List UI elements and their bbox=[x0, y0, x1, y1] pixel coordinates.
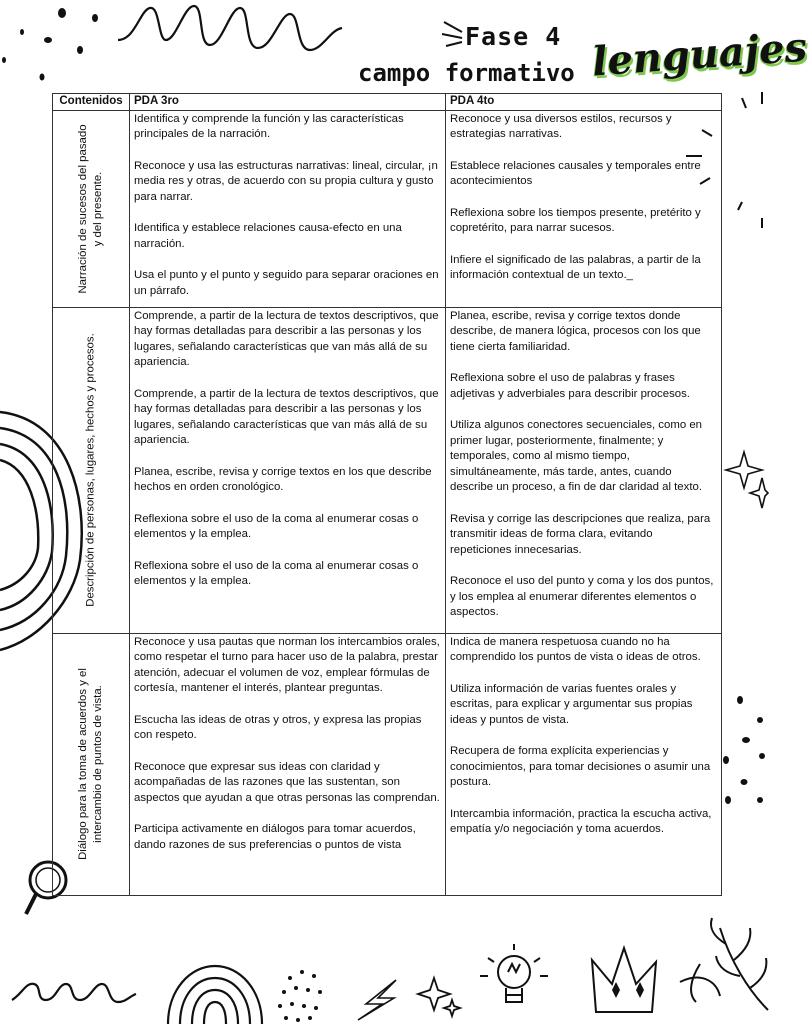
leaf-branch-doodle bbox=[680, 918, 768, 1010]
lightning-doodle bbox=[358, 980, 396, 1020]
pda-item: Infiere el significado de las palabras, a partir de la información contextual de un texto._ bbox=[450, 253, 701, 281]
pda-item: Participa activamente en diálogos para tomar acuerdos, dando razones de sus preferencias o puntos de vista bbox=[134, 823, 416, 851]
crown-doodle bbox=[592, 948, 656, 1012]
contenido-cell bbox=[53, 633, 130, 895]
contenido-line: y del presente. bbox=[92, 171, 104, 246]
table-row bbox=[53, 633, 722, 895]
pda-item: Reconoce el uso del punto y coma y los dos puntos, y los emplea al enumerar diferentes elementos o aspectos. bbox=[450, 575, 714, 618]
pda4-cell bbox=[446, 307, 722, 633]
pda-item: Identifica y comprende la función y las características principales de la narración. bbox=[134, 112, 404, 140]
splatter-dots-top-left bbox=[2, 8, 98, 81]
pda3-cell bbox=[130, 633, 446, 895]
header-contenidos: Contenidos bbox=[53, 94, 130, 111]
contenido-cell bbox=[53, 110, 130, 307]
pda-item: Planea, escribe, revisa y corrige textos donde describe, de manera lógica, procesos con los que tiene cierta familiaridad. bbox=[450, 309, 701, 353]
pda-item: Reconoce que expresar sus ideas con claridad y acompañadas de las razones que las sustentan, son aspectos que ayudan a que otras personas las comprendan. bbox=[134, 760, 440, 804]
header-pda-4to: PDA 4to bbox=[446, 94, 722, 111]
pda-item: Reconoce y usa las estructuras narrativas: lineal, circular, ¡n media res y otras, de acuerdo con su propia cultura y gusto para narrar. bbox=[134, 159, 438, 203]
pda-item: Comprende, a partir de la lectura de textos descriptivos, que hay formas detalladas para describir a las personas y los lugares, señalando características que van más allá de su apariencia. bbox=[134, 309, 439, 368]
pda-item: Reflexiona sobre el uso de la coma al enumerar cosas o elementos y la emplea. bbox=[134, 559, 419, 587]
lenguajes-title: lenguajes bbox=[590, 23, 809, 86]
campo-formativo-label: campo formativo bbox=[358, 59, 575, 87]
table-row bbox=[53, 110, 722, 307]
pda-item: Indica de manera respetuosa cuando no ha comprendido los puntos de vista o ideas de otros. bbox=[450, 635, 701, 663]
pda-item: Reconoce y usa diversos estilos, recursos y estrategias narrativas. bbox=[450, 112, 672, 140]
contenido-line: Diálogo para la toma de acuerdos y el bbox=[77, 668, 89, 860]
pda3-cell bbox=[130, 110, 446, 307]
contenido-line: intercambio de puntos de vista. bbox=[92, 685, 104, 843]
contenido-line: Descripción de personas, lugares, hechos y procesos. bbox=[84, 333, 97, 607]
pda-item: Utiliza información de varias fuentes orales y escritas, para explicar y argumentar sus propias ideas y puntos de vista. bbox=[450, 682, 693, 726]
pda-item: Recupera de forma explícita experiencias y conocimientos, para tomar decisiones o asumir una postura. bbox=[450, 745, 711, 788]
pda4-cell bbox=[446, 110, 722, 307]
pda-item: Usa el punto y el punto y seguido para separar oraciones en un párrafo. bbox=[134, 269, 439, 297]
pda-item: Utiliza algunos conectores secuenciales, como en primer lugar, posteriormente, finalmente; y temporales, como al mismo tiempo, simultáneamente, más tarde, antes, cuando describe un proceso, a fin de dar claridad al texto. bbox=[450, 419, 703, 493]
pda4-cell bbox=[446, 633, 722, 895]
pda-item: Reflexiona sobre los tiempos presente, pretérito y copretérito, para narrar sucesos. bbox=[450, 206, 701, 234]
contenido-cell bbox=[53, 307, 130, 633]
pda-item: Intercambia información, practica la escucha activa, empatía y/o negociación y toma acuerdos. bbox=[450, 807, 712, 835]
sparkles-bottom bbox=[418, 978, 460, 1016]
table-row bbox=[53, 307, 722, 633]
pda-item: Escucha las ideas de otras y otros, y expresa las propias con respeto. bbox=[134, 713, 422, 741]
sparkle-stars-right bbox=[726, 452, 768, 508]
pda-item: Reconoce y usa pautas que norman los intercambios orales, como respetar el turno para hacer uso de la palabra, prestar atención, adecuar el volumen de voz, emplear fórmulas de cortesía, mantener el interés, plantear preguntas. bbox=[134, 635, 440, 694]
pda-item: Establece relaciones causales y temporales entre acontecimientos bbox=[450, 159, 701, 187]
splatter-dots-right bbox=[723, 696, 765, 804]
table-header-row bbox=[53, 94, 722, 111]
pda-item: Identifica y establece relaciones causa-efecto en una narración. bbox=[134, 222, 402, 250]
contenido-line: Narración de sucesos del pasado bbox=[77, 123, 89, 294]
lightbulb-doodle bbox=[480, 944, 548, 1002]
sparkle-lines-top bbox=[442, 22, 462, 46]
pda-item: Reflexiona sobre el uso de la coma al enumerar cosas o elementos y la emplea. bbox=[134, 512, 419, 540]
header-pda-3ro: PDA 3ro bbox=[130, 94, 446, 111]
pda-item: Comprende, a partir de la lectura de textos descriptivos, que hay formas detalladas para describir a las personas y los lugares, señalando características que van más allá de su apariencia. bbox=[134, 387, 439, 446]
loop-scribble-bottom bbox=[12, 984, 136, 1002]
pda-item: Reflexiona sobre el uso de palabras y frases adjetivas y adverbiales para describir procesos. bbox=[450, 372, 690, 400]
pda3-cell bbox=[130, 307, 446, 633]
content-table bbox=[52, 93, 722, 896]
rainbow-bottom bbox=[168, 966, 262, 1024]
phase-title: Fase 4 bbox=[465, 22, 562, 51]
dot-pattern-bottom bbox=[278, 970, 322, 1022]
pda-item: Revisa y corrige las descripciones que realiza, para transmitir ideas de forma clara, evitando repeticiones innecesarias. bbox=[450, 512, 711, 556]
loop-scribble-top bbox=[118, 6, 342, 50]
pda-item: Planea, escribe, revisa y corrige textos en los que describe hechos en orden cronológico. bbox=[134, 465, 432, 493]
